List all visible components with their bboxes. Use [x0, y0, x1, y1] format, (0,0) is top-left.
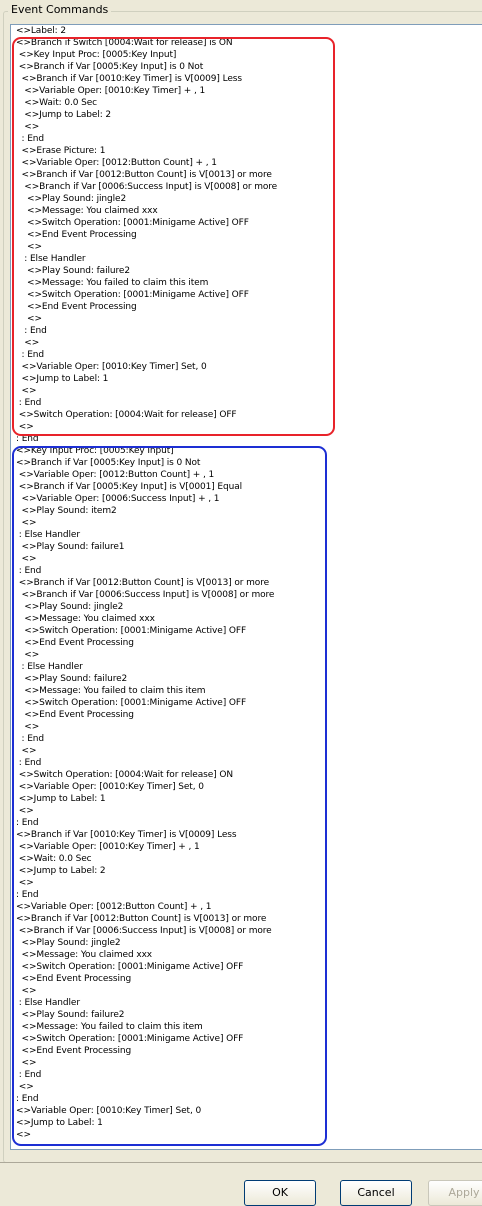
- command-line[interactable]: <>: [16, 722, 40, 732]
- command-line[interactable]: <>End Event Processing: [16, 302, 137, 312]
- command-line[interactable]: <>Play Sound: failure2: [16, 674, 128, 684]
- command-line[interactable]: : Else Handler: [16, 998, 80, 1008]
- command-line[interactable]: <>: [16, 554, 37, 564]
- command-line[interactable]: <>Variable Oper: [0012:Button Count] + , 1: [16, 902, 212, 912]
- command-line[interactable]: <>Jump to Label: 1: [16, 374, 109, 384]
- command-line[interactable]: <>Switch Operation: [0004:Wait for release] OFF: [16, 410, 237, 420]
- command-line[interactable]: <>Branch if Var [0005:Key Input] is 0 Not: [16, 62, 204, 72]
- command-line[interactable]: <>: [16, 518, 37, 528]
- command-line[interactable]: <>: [16, 314, 42, 324]
- command-line[interactable]: : Else Handler: [16, 254, 86, 264]
- command-line[interactable]: <>Branch if Var [0006:Success Input] is V[0008] or more: [16, 182, 278, 192]
- command-line[interactable]: <>Message: You failed to claim this item: [16, 1022, 203, 1032]
- command-line[interactable]: <>Wait: 0.0 Sec: [16, 854, 92, 864]
- command-line[interactable]: <>Branch if Switch [0004:Wait for release] is ON: [16, 38, 233, 48]
- command-line[interactable]: <>Switch Operation: [0001:Minigame Active] OFF: [16, 218, 249, 228]
- command-line[interactable]: <>Play Sound: failure2: [16, 1010, 125, 1020]
- command-line[interactable]: <>End Event Processing: [16, 638, 134, 648]
- command-line[interactable]: <>End Event Processing: [16, 230, 137, 240]
- command-line[interactable]: <>Play Sound: jingle2: [16, 938, 121, 948]
- command-line[interactable]: : End: [16, 1094, 39, 1104]
- command-line[interactable]: <>Branch if Var [0005:Key Input] is V[0001] Equal: [16, 482, 243, 492]
- event-commands-list[interactable]: [10, 24, 482, 1150]
- command-line[interactable]: : End: [16, 758, 42, 768]
- command-line[interactable]: <>Variable Oper: [0012:Button Count] + , 1: [16, 158, 217, 168]
- command-line[interactable]: <>: [16, 242, 42, 252]
- command-line[interactable]: <>: [16, 338, 40, 348]
- command-line[interactable]: <>: [16, 122, 40, 132]
- cancel-button[interactable]: Cancel: [340, 1180, 412, 1206]
- command-line[interactable]: <>Branch if Var [0006:Success Input] is V[0008] or more: [16, 926, 272, 936]
- command-line[interactable]: <>Branch if Var [0012:Button Count] is V[0013] or more: [16, 914, 267, 924]
- command-line[interactable]: <>Branch if Var [0006:Success Input] is V[0008] or more: [16, 590, 275, 600]
- command-line[interactable]: <>Variable Oper: [0010:Key Timer] + , 1: [16, 842, 200, 852]
- command-line[interactable]: <>Label: 2: [16, 26, 66, 36]
- command-line[interactable]: <>: [16, 422, 34, 432]
- command-line[interactable]: <>Jump to Label: 2: [16, 866, 106, 876]
- command-line[interactable]: : End: [16, 326, 47, 336]
- command-line[interactable]: <>Play Sound: failure2: [16, 266, 130, 276]
- command-line[interactable]: <>Switch Operation: [0001:Minigame Active] OFF: [16, 1034, 244, 1044]
- command-line[interactable]: <>Switch Operation: [0001:Minigame Active] OFF: [16, 962, 244, 972]
- command-line[interactable]: <>: [16, 746, 37, 756]
- command-line[interactable]: <>Variable Oper: [0010:Key Timer] Set, 0: [16, 782, 204, 792]
- command-line[interactable]: <>Play Sound: failure1: [16, 542, 125, 552]
- command-line[interactable]: <>Variable Oper: [0010:Key Timer] Set, 0: [16, 362, 207, 372]
- command-line[interactable]: <>: [16, 878, 34, 888]
- command-line[interactable]: : End: [16, 134, 45, 144]
- command-line[interactable]: <>Branch if Var [0005:Key Input] is 0 Not: [16, 458, 201, 468]
- command-line[interactable]: <>: [16, 386, 37, 396]
- command-line[interactable]: : End: [16, 1070, 42, 1080]
- command-line[interactable]: <>Message: You claimed xxx: [16, 950, 153, 960]
- command-line[interactable]: <>Variable Oper: [0010:Key Timer] Set, 0: [16, 1106, 202, 1116]
- command-line[interactable]: <>: [16, 1082, 34, 1092]
- command-line[interactable]: : End: [16, 566, 42, 576]
- command-line[interactable]: <>Wait: 0.0 Sec: [16, 98, 97, 108]
- command-line[interactable]: <>Variable Oper: [0006:Success Input] + , 1: [16, 494, 220, 504]
- command-line[interactable]: : End: [16, 734, 45, 744]
- command-line[interactable]: : Else Handler: [16, 662, 83, 672]
- command-line[interactable]: <>Key Input Proc: [0005:Key Input]: [16, 446, 174, 456]
- command-line[interactable]: <>Erase Picture: 1: [16, 146, 106, 156]
- command-line[interactable]: <>Message: You claimed xxx: [16, 206, 158, 216]
- command-line[interactable]: <>Message: You failed to claim this item: [16, 278, 209, 288]
- command-line[interactable]: <>Play Sound: item2: [16, 506, 117, 516]
- command-line[interactable]: <>Key Input Proc: [0005:Key Input]: [16, 50, 177, 60]
- command-line[interactable]: <>Switch Operation: [0004:Wait for release] ON: [16, 770, 233, 780]
- command-line[interactable]: <>Message: You failed to claim this item: [16, 686, 206, 696]
- command-line[interactable]: <>Branch if Var [0012:Button Count] is V[0013] or more: [16, 578, 270, 588]
- command-line[interactable]: <>: [16, 650, 40, 660]
- command-line[interactable]: <>Switch Operation: [0001:Minigame Active] OFF: [16, 698, 247, 708]
- command-line[interactable]: <>: [16, 986, 37, 996]
- command-line[interactable]: <>Play Sound: jingle2: [16, 194, 127, 204]
- command-line[interactable]: <>: [16, 1130, 31, 1140]
- command-line[interactable]: : Else Handler: [16, 530, 80, 540]
- command-line[interactable]: <>Play Sound: jingle2: [16, 602, 124, 612]
- command-line[interactable]: : End: [16, 398, 42, 408]
- command-line[interactable]: <>Jump to Label: 2: [16, 110, 112, 120]
- command-line[interactable]: <>End Event Processing: [16, 710, 134, 720]
- command-line[interactable]: : End: [16, 434, 39, 444]
- command-line[interactable]: : End: [16, 818, 39, 828]
- command-line[interactable]: <>: [16, 806, 34, 816]
- command-line[interactable]: : End: [16, 890, 39, 900]
- command-line[interactable]: <>End Event Processing: [16, 1046, 132, 1056]
- apply-button[interactable]: Apply: [428, 1180, 482, 1206]
- command-line[interactable]: <>Message: You claimed xxx: [16, 614, 155, 624]
- command-lines: [11, 25, 482, 1141]
- command-line[interactable]: <>End Event Processing: [16, 974, 132, 984]
- command-line[interactable]: : End: [16, 350, 45, 360]
- command-line[interactable]: <>Jump to Label: 1: [16, 794, 106, 804]
- command-line[interactable]: <>Branch if Var [0010:Key Timer] is V[0009] Less: [16, 74, 242, 84]
- command-line[interactable]: <>Variable Oper: [0010:Key Timer] + , 1: [16, 86, 206, 96]
- command-line[interactable]: <>: [16, 1058, 37, 1068]
- command-line[interactable]: <>Switch Operation: [0001:Minigame Active] OFF: [16, 290, 249, 300]
- command-line[interactable]: <>Branch if Var [0012:Button Count] is V[0013] or more: [16, 170, 272, 180]
- command-line[interactable]: <>Jump to Label: 1: [16, 1118, 103, 1128]
- event-commands-title: Event Commands: [8, 3, 111, 17]
- ok-button[interactable]: OK: [244, 1180, 316, 1206]
- divider: [0, 1162, 482, 1163]
- command-line[interactable]: <>Switch Operation: [0001:Minigame Active] OFF: [16, 626, 247, 636]
- command-line[interactable]: <>Branch if Var [0010:Key Timer] is V[0009] Less: [16, 830, 237, 840]
- command-line[interactable]: <>Variable Oper: [0012:Button Count] + , 1: [16, 470, 215, 480]
